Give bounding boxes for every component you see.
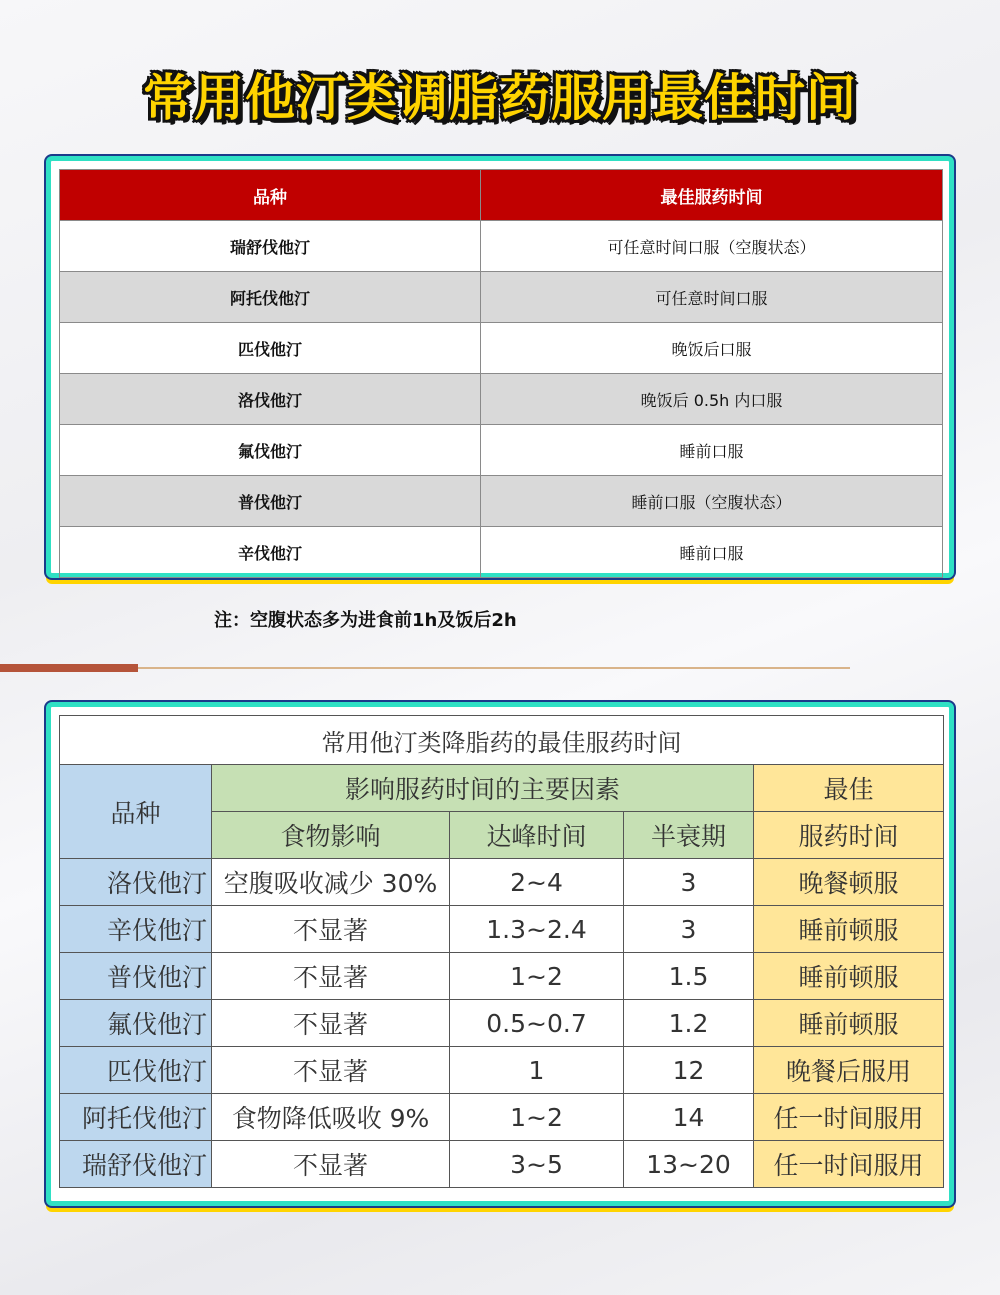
food-effect-cell: 不显著 — [212, 906, 450, 953]
table-row — [60, 1094, 944, 1141]
drug-name-cell: 氟伐他汀 — [60, 1000, 212, 1047]
half-life-cell: 1.2 — [624, 1000, 754, 1047]
header-food-effect: 食物影响 — [212, 812, 450, 859]
header-best-line1: 最佳 — [754, 765, 944, 812]
peak-time-cell: 1.3~2.4 — [450, 906, 624, 953]
half-life-cell: 14 — [624, 1094, 754, 1141]
half-life-cell: 3 — [624, 906, 754, 953]
drug-name-cell: 匹伐他汀 — [60, 323, 481, 374]
food-effect-cell: 空腹吸收减少 30% — [212, 859, 450, 906]
best-time-cell: 睡前顿服 — [754, 953, 944, 1000]
drug-name-cell: 辛伐他汀 — [60, 527, 481, 578]
peak-time-cell: 2~4 — [450, 859, 624, 906]
food-effect-cell: 不显著 — [212, 1047, 450, 1094]
table-row — [60, 953, 944, 1000]
drug-name-cell: 普伐他汀 — [60, 476, 481, 527]
drug-name-cell: 阿托伐他汀 — [60, 1094, 212, 1141]
table-row — [60, 221, 943, 272]
header-peak-time: 达峰时间 — [450, 812, 624, 859]
table-row — [60, 859, 944, 906]
best-time-cell: 晚餐后服用 — [754, 1047, 944, 1094]
header-half-life: 半衰期 — [624, 812, 754, 859]
half-life-cell: 1.5 — [624, 953, 754, 1000]
table-row — [60, 272, 943, 323]
food-effect-cell: 食物降低吸收 9% — [212, 1094, 450, 1141]
best-time-cell: 可任意时间口服 — [481, 272, 943, 323]
drug-name-cell: 匹伐他汀 — [60, 1047, 212, 1094]
best-time-cell: 睡前口服 — [481, 425, 943, 476]
peak-time-cell: 1~2 — [450, 1094, 624, 1141]
header-factors: 影响服药时间的主要因素 — [212, 765, 754, 812]
fasting-note: 注：空腹状态多为进食前1h及饭后2h — [214, 610, 517, 631]
drug-name-cell: 氟伐他汀 — [60, 425, 481, 476]
drug-name-cell: 阿托伐他汀 — [60, 272, 481, 323]
table-row — [60, 527, 943, 578]
section-divider-line — [138, 667, 850, 669]
table-row — [60, 1000, 944, 1047]
half-life-cell: 12 — [624, 1047, 754, 1094]
half-life-cell: 13~20 — [624, 1141, 754, 1188]
peak-time-cell: 1 — [450, 1047, 624, 1094]
section-divider-accent — [0, 664, 138, 672]
food-effect-cell: 不显著 — [212, 1141, 450, 1188]
page-title: 常用他汀类调脂药服用最佳时间 — [143, 69, 857, 127]
best-time-cell: 晚饭后口服 — [481, 323, 943, 374]
drug-name-cell: 洛伐他汀 — [60, 374, 481, 425]
table-row — [60, 476, 943, 527]
best-time-cell: 睡前口服（空腹状态） — [481, 476, 943, 527]
table-row — [60, 906, 944, 953]
table-row — [60, 1141, 944, 1188]
food-effect-cell: 不显著 — [212, 1000, 450, 1047]
table-row — [60, 374, 943, 425]
best-time-cell: 晚餐顿服 — [754, 859, 944, 906]
header-variety: 品种 — [60, 765, 212, 859]
header-best-line2: 服药时间 — [754, 812, 944, 859]
table-caption: 常用他汀类降脂药的最佳服药时间 — [60, 716, 944, 765]
table-header-row — [60, 170, 943, 221]
best-time-cell: 任一时间服用 — [754, 1141, 944, 1188]
best-time-cell: 睡前口服 — [481, 527, 943, 578]
table-header-row — [60, 765, 944, 812]
drug-name-cell: 普伐他汀 — [60, 953, 212, 1000]
header-variety: 品种 — [60, 170, 481, 221]
best-time-cell: 任一时间服用 — [754, 1094, 944, 1141]
table-caption-row — [60, 716, 944, 765]
header-best-time: 最佳服药时间 — [481, 170, 943, 221]
best-time-cell: 晚饭后 0.5h 内口服 — [481, 374, 943, 425]
best-time-cell: 睡前顿服 — [754, 1000, 944, 1047]
drug-name-cell: 瑞舒伐他汀 — [60, 221, 481, 272]
peak-time-cell: 1~2 — [450, 953, 624, 1000]
drug-name-cell: 洛伐他汀 — [60, 859, 212, 906]
table-row — [60, 323, 943, 374]
best-time-cell: 可任意时间口服（空腹状态） — [481, 221, 943, 272]
table-row — [60, 1047, 944, 1094]
factors-table-card — [46, 702, 954, 1206]
factors-table — [59, 715, 944, 1188]
medication-time-table — [59, 169, 943, 578]
drug-name-cell: 辛伐他汀 — [60, 906, 212, 953]
medication-time-table-card — [46, 156, 954, 578]
table-row — [60, 425, 943, 476]
food-effect-cell: 不显著 — [212, 953, 450, 1000]
peak-time-cell: 0.5~0.7 — [450, 1000, 624, 1047]
best-time-cell: 睡前顿服 — [754, 906, 944, 953]
drug-name-cell: 瑞舒伐他汀 — [60, 1141, 212, 1188]
peak-time-cell: 3~5 — [450, 1141, 624, 1188]
half-life-cell: 3 — [624, 859, 754, 906]
